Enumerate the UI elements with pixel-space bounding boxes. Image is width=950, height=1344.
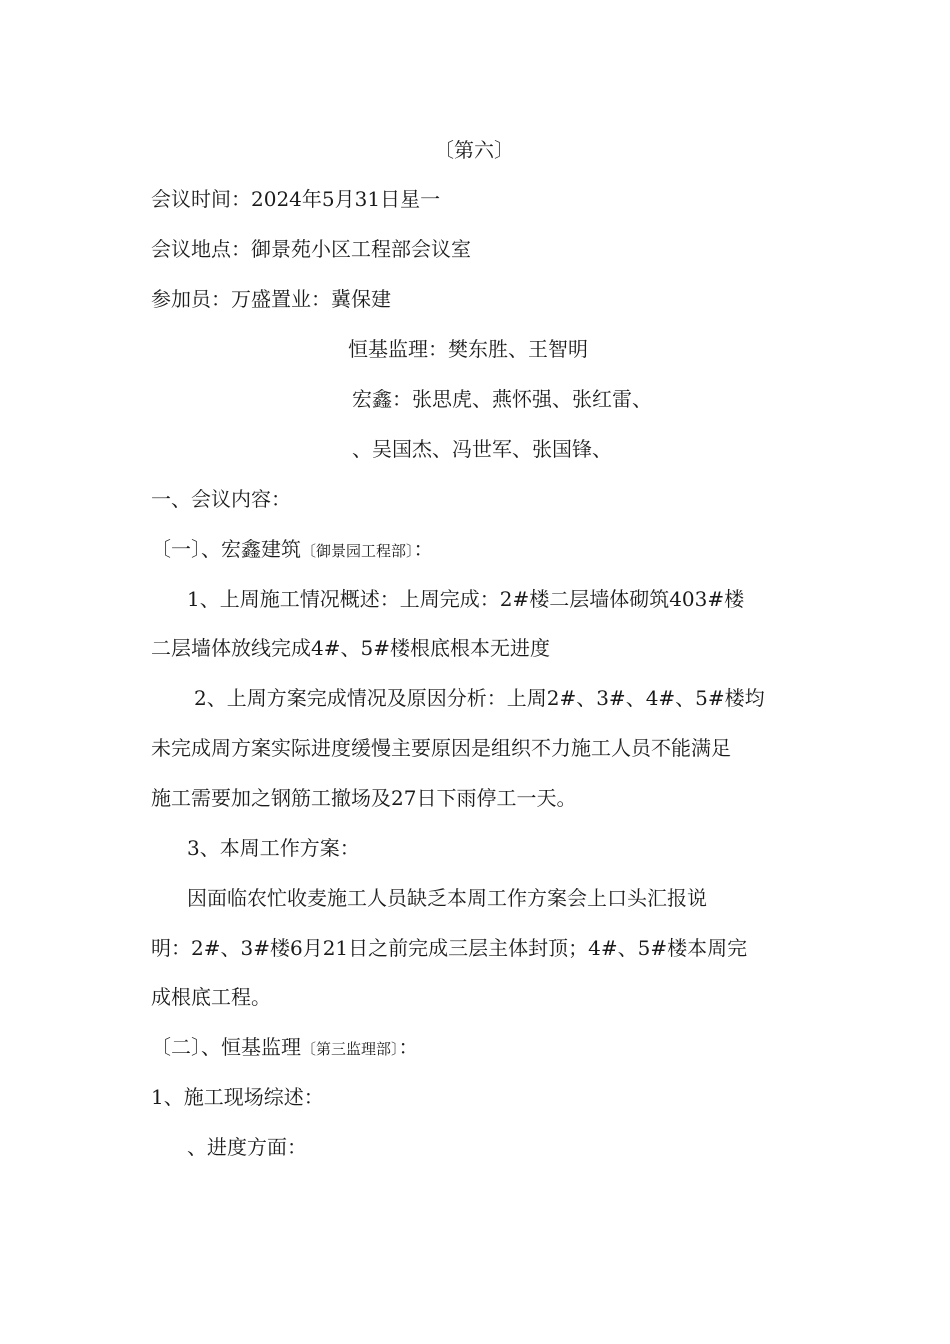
participants-label: 参加员：万盛置业：冀保建 [151, 287, 391, 311]
participants-contractor: 宏鑫：张思虎、燕怀强、张红雷、 [352, 387, 652, 411]
item1-line2: 二层墙体放线完成4#、5#楼根底根本无进度 [151, 636, 550, 660]
document-heading: 〔第六〕 [434, 138, 514, 162]
item2-line3: 施工需要加之钢筋工撤场及27日下雨停工一天。 [151, 786, 577, 810]
meeting-time: 会议时间：2024年5月31日星一 [151, 187, 441, 211]
subsection2-title-main: 〔二〕、恒基监理 [151, 1035, 301, 1059]
item3-line1: 因面临农忙收麦施工人员缺乏本周工作方案会上口头汇报说 [187, 886, 707, 910]
supervision-item1: 1、施工现场综述： [151, 1085, 324, 1109]
section-title-meeting-content: 一、会议内容： [151, 487, 291, 511]
subsection-title-main: 〔一〕、宏鑫建筑 [151, 537, 301, 561]
subsection2-title-dept: 〔第三监理部〕 [301, 1040, 399, 1058]
item3-line3: 成根底工程。 [151, 985, 271, 1009]
supervision-item1-progress: 、进度方面： [187, 1135, 307, 1159]
item3-title: 3、本周工作方案： [187, 836, 360, 860]
meeting-place: 会议地点：御景苑小区工程部会议室 [151, 237, 471, 261]
participants-supervision: 恒基监理：樊东胜、王智明 [348, 337, 588, 361]
item2-line1: 2、上周方案完成情况及原因分析：上周2#、3#、4#、5#楼均 [194, 686, 765, 710]
item3-line2: 明：2#、3#楼6月21日之前完成三层主体封顶；4#、5#楼本周完 [151, 936, 748, 960]
subsection-title-supervision [151, 1033, 419, 1063]
item2-line2: 未完成周方案实际进度缓慢主要原因是组织不力施工人员不能满足 [151, 736, 731, 760]
participants-contractor-continued: 、吴国杰、冯世军、张国锋、 [352, 437, 612, 461]
subsection2-title-colon: ： [398, 1035, 419, 1059]
subsection-title-dept: 〔御景园工程部〕 [301, 542, 414, 560]
subsection-title-colon: ： [413, 537, 434, 561]
subsection-title-contractor [151, 535, 434, 565]
item1-line1: 1、上周施工情况概述：上周完成：2#楼二层墙体砌筑403#楼 [187, 587, 745, 611]
